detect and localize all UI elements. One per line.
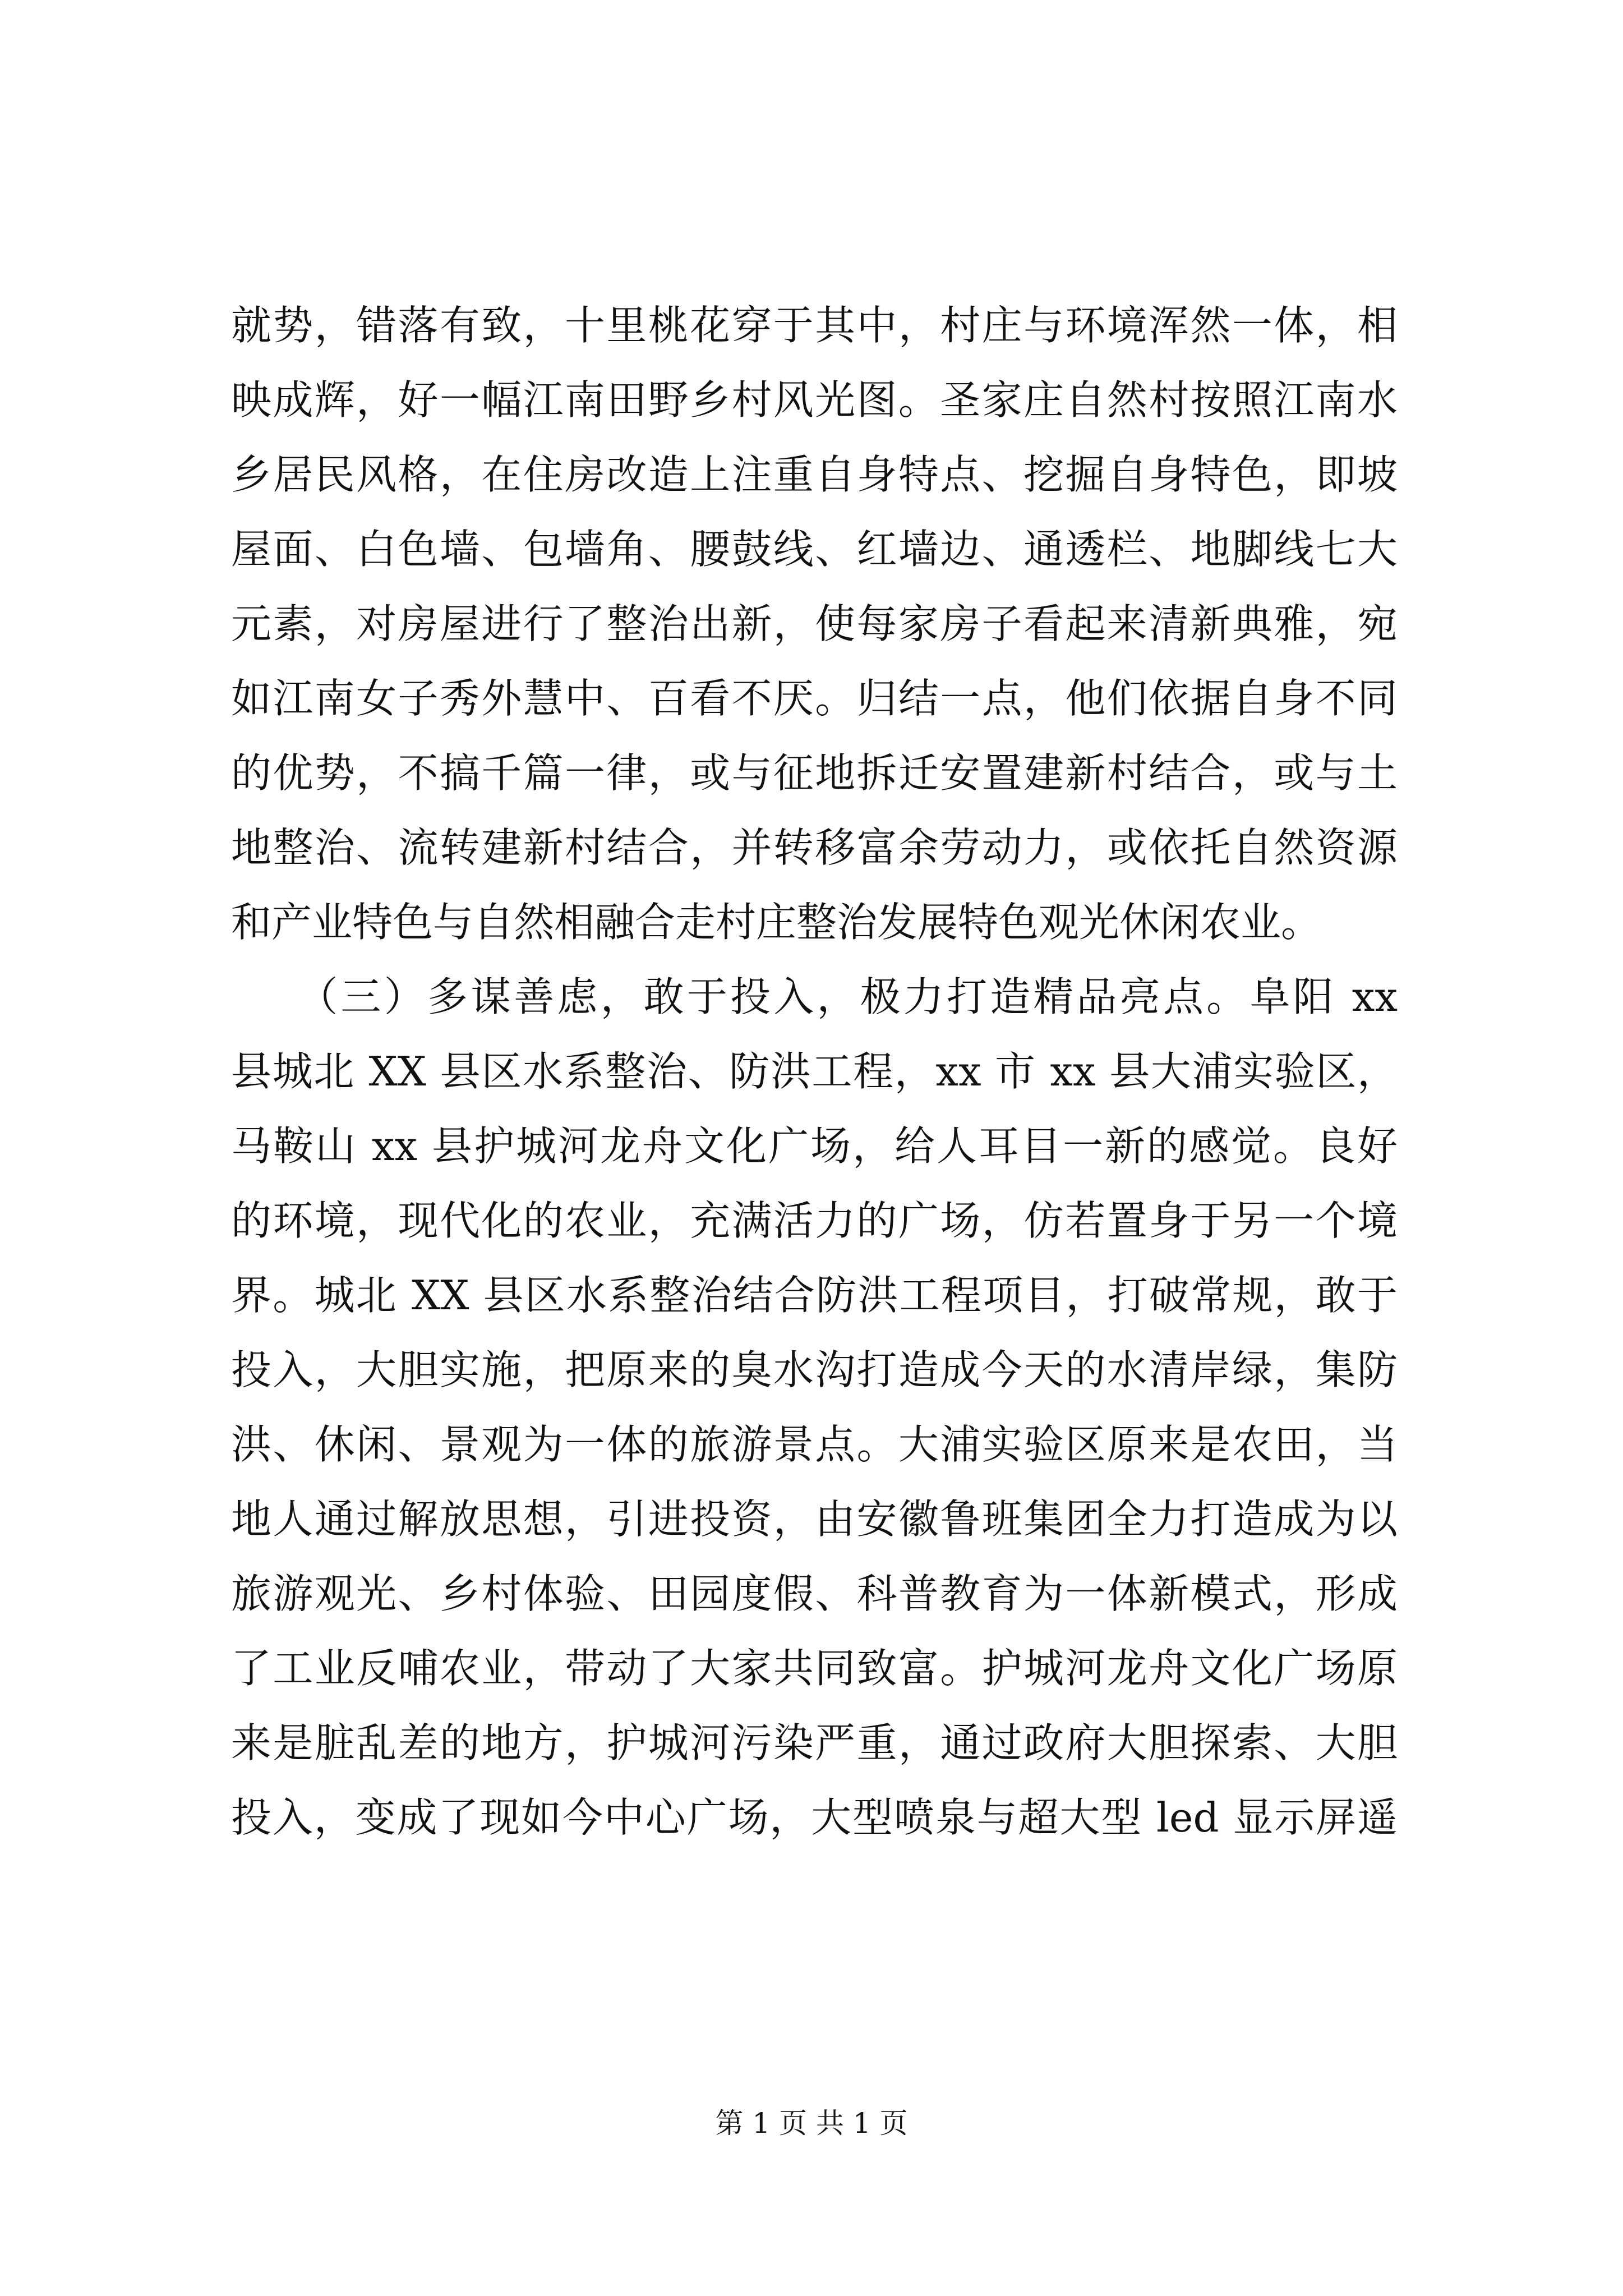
text-line: 县城北 XX 县区水系整治、防洪工程，xx 市 xx 县大浦实验区， <box>231 1048 1398 1095</box>
text-line: 就势，错落有致，十里桃花穿于其中，村庄与环境浑然一体，相 <box>231 302 1398 349</box>
text-line: 如江南女子秀外慧中、百看不厌。归结一点，他们依据自身不同 <box>231 675 1398 722</box>
text-line: 旅游观光、乡村体验、田园度假、科普教育为一体新模式，形成 <box>231 1570 1398 1617</box>
text-line: 洪、休闲、景观为一体的旅游景点。大浦实验区原来是农田，当 <box>231 1421 1398 1468</box>
text-line: 地人通过解放思想，引进投资，由安徽鲁班集团全力打造成为以 <box>231 1496 1398 1543</box>
text-line: 投入，变成了现如今中心广场，大型喷泉与超大型 led 显示屏遥 <box>231 1794 1398 1841</box>
text-line: 投入，大胆实施，把原来的臭水沟打造成今天的水清岸绿，集防 <box>231 1346 1398 1393</box>
text-line: 来是脏乱差的地方，护城河污染严重，通过政府大胆探索、大胆 <box>231 1719 1398 1766</box>
text-line: 和产业特色与自然相融合走村庄整治发展特色观光休闲农业。 <box>231 899 1322 946</box>
text-line: （三）多谋善虑，敢于投入，极力打造精品亮点。阜阳 xx <box>231 973 1398 1020</box>
text-line: 马鞍山 xx 县护城河龙舟文化广场，给人耳目一新的感觉。良好 <box>231 1122 1398 1170</box>
text-line: 乡居民风格，在住房改造上注重自身特点、挖掘自身特色，即坡 <box>231 451 1398 498</box>
document-body <box>231 288 1398 1855</box>
text-line: 了工业反哺农业，带动了大家共同致富。护城河龙舟文化广场原 <box>231 1645 1398 1692</box>
page-footer: 第 1 页 共 1 页 <box>715 2107 908 2139</box>
text-line: 界。城北 XX 县区水系整治结合防洪工程项目，打破常规，敢于 <box>231 1272 1398 1319</box>
text-line: 屋面、白色墙、包墙角、腰鼓线、红墙边、通透栏、地脚线七大 <box>231 526 1398 573</box>
text-line: 地整治、流转建新村结合，并转移富余劳动力，或依托自然资源 <box>231 824 1398 871</box>
text-line: 的环境，现代化的农业，充满活力的广场，仿若置身于另一个境 <box>231 1197 1398 1244</box>
text-line: 映成辉，好一幅江南田野乡村风光图。圣家庄自然村按照江南水 <box>231 376 1398 424</box>
text-line: 元素，对房屋进行了整治出新，使每家房子看起来清新典雅，宛 <box>231 600 1398 647</box>
text-line: 的优势，不搞千篇一律，或与征地拆迁安置建新村结合，或与土 <box>231 749 1398 797</box>
